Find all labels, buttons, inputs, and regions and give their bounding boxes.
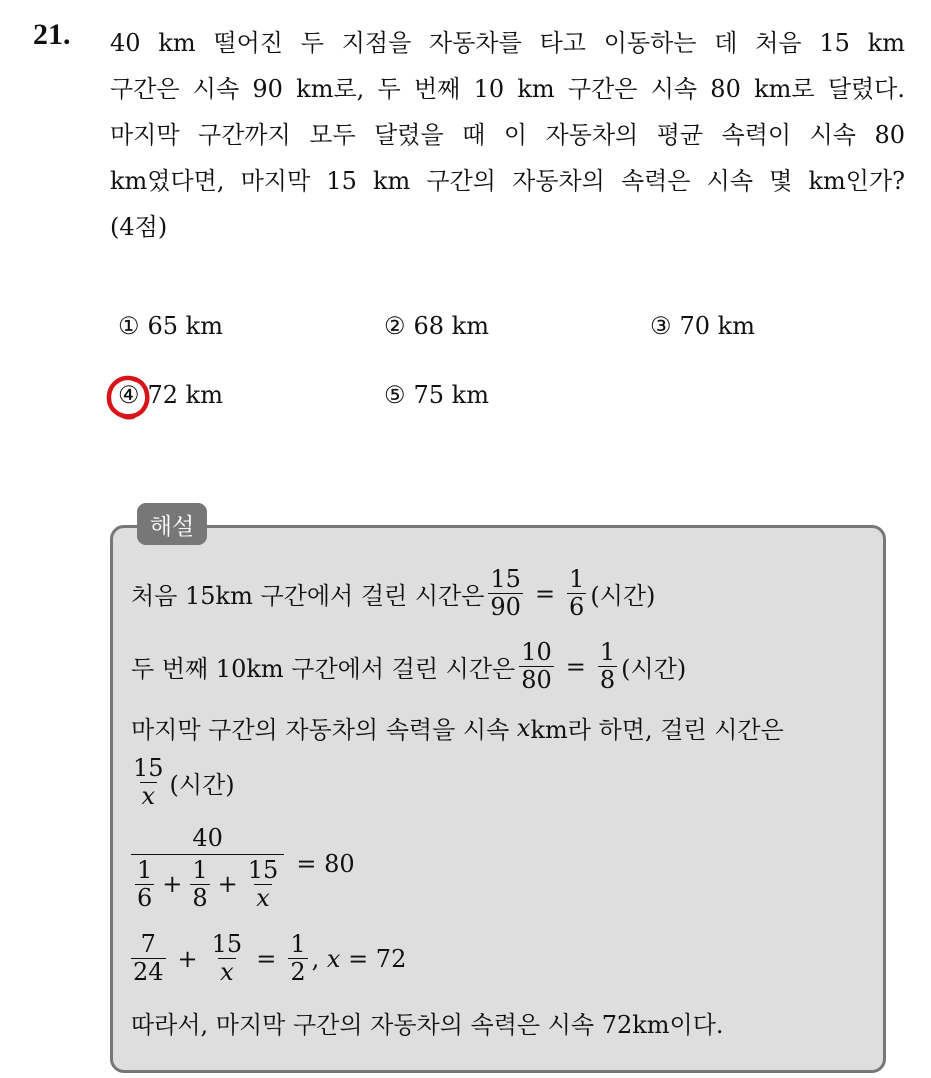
numerator-40: 40 <box>192 824 223 852</box>
explanation-line-3 <box>131 710 784 745</box>
average-speed-fraction <box>131 822 284 912</box>
choice-3-text: 70 km <box>679 312 755 340</box>
explanation-line-6 <box>131 931 406 986</box>
plus-sign: + <box>177 944 198 973</box>
explanation-line-5 <box>131 822 355 912</box>
fraction-10-80: $\frac{10}{80}$ <box>521 638 552 694</box>
choice-2[interactable] <box>384 312 489 340</box>
question-line-2: 구간은 시속 90 km로, 두 번째 10 km 구간은 시속 80 km로 달렸다. <box>110 75 905 103</box>
choice-3[interactable] <box>650 312 755 340</box>
question-line-3: 마지막 구간까지 모두 달렸을 때 이 자동차의 평균 속력이 시속 80 <box>110 121 905 149</box>
choice-2-number: ② <box>384 312 406 340</box>
line3-text: 마지막 구간의 자동차의 속력을 시속 <box>131 716 510 744</box>
comma: , <box>311 944 320 973</box>
line4-unit: (시간) <box>169 771 235 799</box>
choice-3-number: ③ <box>650 312 672 340</box>
question-line-5: (4점) <box>110 213 168 241</box>
conclusion-text: 따라서, 마지막 구간의 자동차의 속력은 시속 72km이다. <box>131 1011 724 1039</box>
choice-5[interactable] <box>384 381 489 409</box>
question-line-1: 40 km 떨어진 두 지점을 자동차를 타고 이동하는 데 처음 15 km <box>110 29 905 57</box>
fraction-1-6: $\frac{1}{6}$ <box>569 565 585 621</box>
explanation-line-1 <box>131 566 655 621</box>
line2-text: 두 번째 10km 구간에서 걸린 시간은 <box>131 655 516 683</box>
equals-80: = 80 <box>296 850 355 878</box>
variable-x: x <box>516 713 531 742</box>
question-number: 21. <box>33 18 71 51</box>
choice-1[interactable] <box>118 312 223 340</box>
line1-text: 처음 15km 구간에서 걸린 시간은 <box>131 582 485 610</box>
equals-sign: = <box>256 944 277 973</box>
answer-circle-mark <box>106 374 150 420</box>
fraction-15-x: $\frac{15}{x}$ <box>211 930 243 986</box>
fraction-15-90: $\frac{15}{90}$ <box>490 565 521 621</box>
fraction-15-x: $\frac{15}{x}$ <box>133 754 164 810</box>
question-text <box>110 20 905 250</box>
denominator-sum: $\frac{1}{6}$ + $\frac{1}{8}$ + $\frac{15}{x}$ <box>131 854 284 912</box>
explanation-line-4 <box>131 755 235 810</box>
fraction-1-8: $\frac{1}{8}$ <box>599 638 616 694</box>
line1-unit: (시간) <box>590 582 656 610</box>
choice-4-text: 72 km <box>147 381 223 409</box>
choice-2-text: 68 km <box>413 312 489 340</box>
variable-x: x <box>326 944 341 973</box>
equals-sign: = <box>565 652 586 681</box>
question-line-4: km였다면, 마지막 15 km 구간의 자동차의 속력은 시속 몇 km인가? <box>110 167 905 195</box>
choice-4-number: ④ <box>118 381 140 409</box>
fraction-1-2: $\frac{1}{2}$ <box>290 930 306 986</box>
line2-unit: (시간) <box>621 655 687 683</box>
equals-sign: = <box>534 579 556 608</box>
equals-72: = 72 <box>348 944 407 973</box>
choice-1-text: 65 km <box>147 312 223 340</box>
explanation-tag: 해설 <box>137 503 207 545</box>
choice-1-number: ① <box>118 312 140 340</box>
line3-rest: km라 하면, 걸린 시간은 <box>530 716 784 744</box>
choice-5-text: 75 km <box>413 381 489 409</box>
explanation-line-7 <box>131 1005 724 1040</box>
explanation-line-2 <box>131 639 686 694</box>
choice-5-number: ⑤ <box>384 381 406 409</box>
fraction-7-24: $\frac{7}{24}$ <box>133 930 164 986</box>
